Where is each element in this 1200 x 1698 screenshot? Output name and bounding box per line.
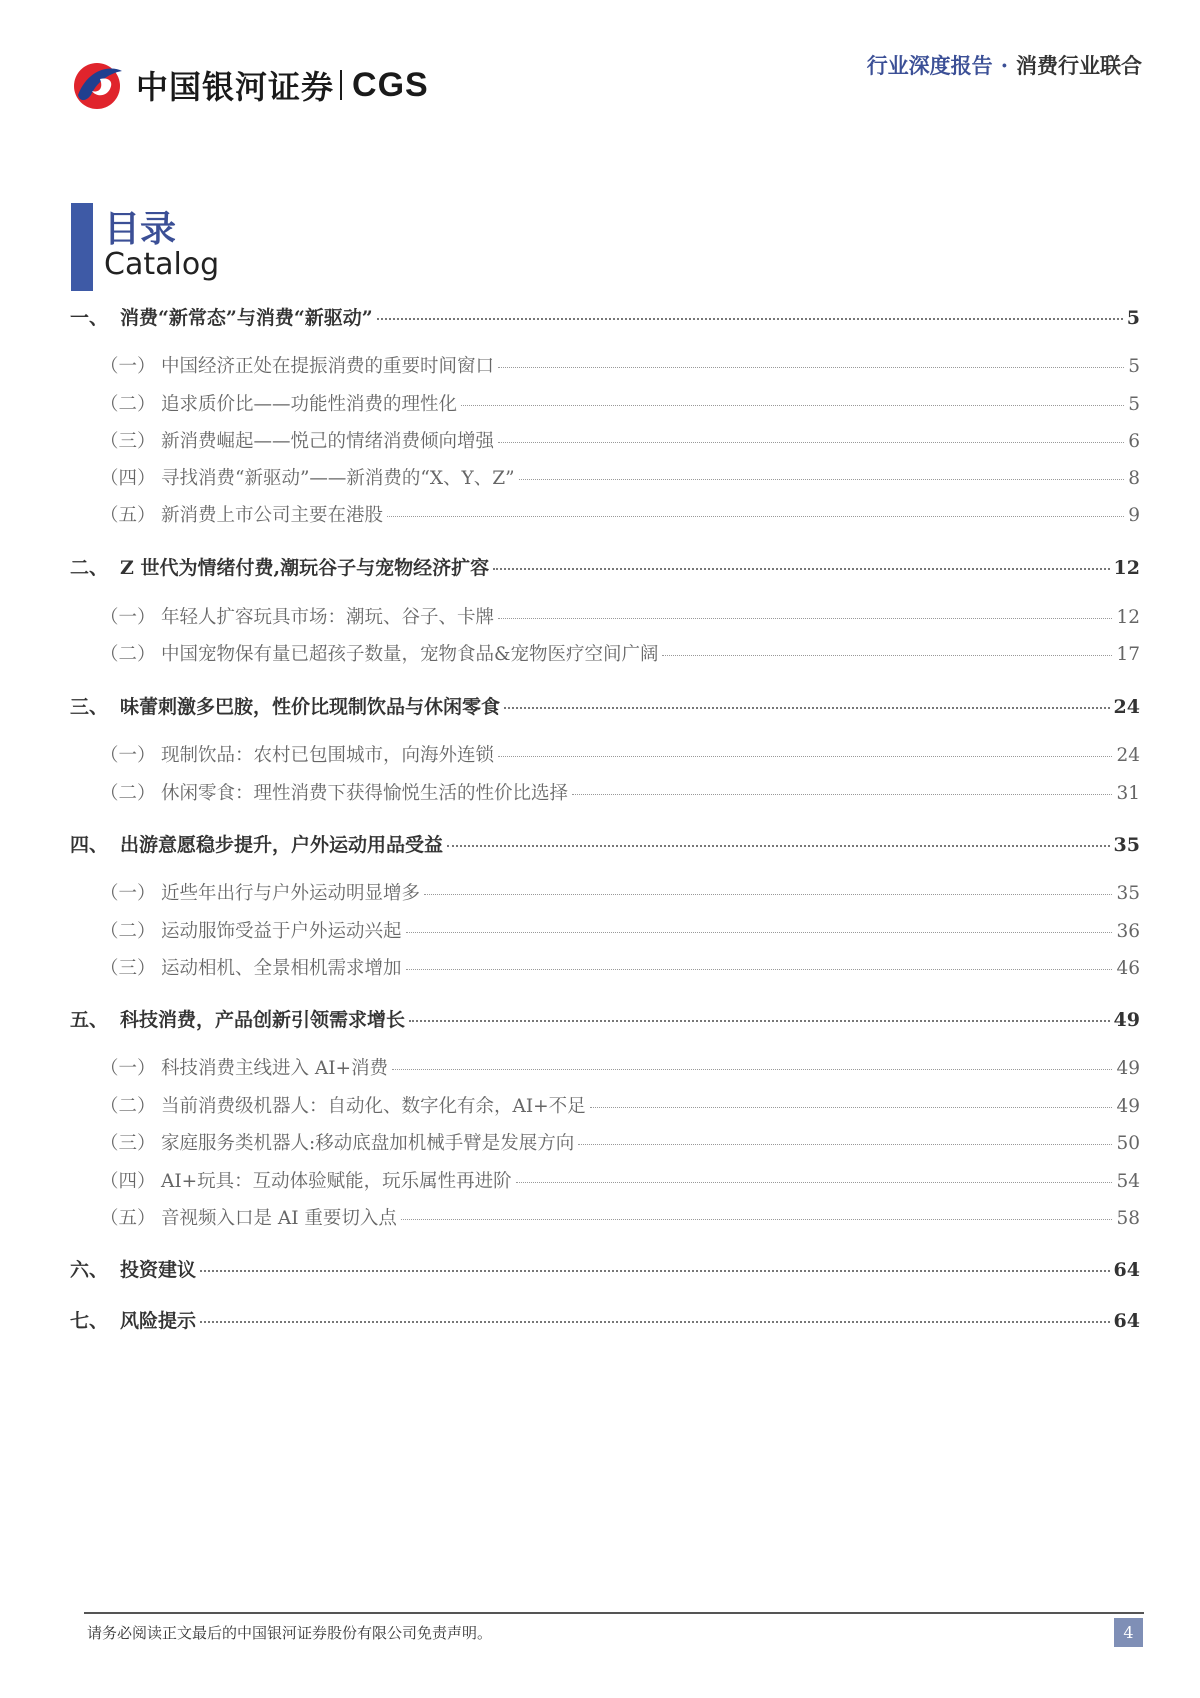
toc-subsection-entry[interactable]	[100, 879, 1140, 905]
toc-section-entry[interactable]	[70, 553, 1140, 580]
toc-dot-leader	[387, 516, 1124, 517]
toc-subsection-entry[interactable]	[100, 352, 1140, 378]
toc-entry-page: 24	[1113, 696, 1140, 718]
toc-subsection-entry[interactable]	[100, 1129, 1140, 1155]
logo-separator	[340, 70, 342, 100]
toc-entry-title: 年轻人扩容玩具市场：潮玩、谷子、卡牌	[161, 607, 495, 628]
toc-dot-leader	[461, 405, 1124, 406]
toc-entry-page: 35	[1116, 883, 1140, 904]
toc-subsection-entry[interactable]	[100, 390, 1140, 416]
report-subject: 消费行业联合	[1016, 53, 1142, 78]
toc-subsection-entry[interactable]	[100, 1167, 1140, 1193]
toc-section-entry[interactable]	[70, 1255, 1140, 1282]
report-category: 行业深度报告	[866, 53, 993, 78]
toc-entry-number: （一）	[100, 1058, 156, 1079]
toc-entry-page: 64	[1113, 1259, 1140, 1281]
logo-text-en: CGS	[352, 65, 429, 104]
toc-entry-title: 近些年出行与户外运动明显增多	[161, 883, 421, 904]
toc-dot-leader	[572, 794, 1112, 795]
toc-entry-title: 科技消费主线进入 AI+消费	[161, 1058, 389, 1079]
toc-dot-leader	[662, 655, 1112, 656]
toc-dot-leader	[516, 1182, 1113, 1183]
toc-subsection-entry[interactable]	[100, 501, 1140, 527]
toc-entry-title: 当前消费级机器人：自动化、数字化有余，AI+不足	[161, 1096, 586, 1117]
toc-entry-number: （一）	[100, 607, 156, 628]
toc-entry-page: 5	[1126, 307, 1140, 329]
toc-subsection-entry[interactable]	[100, 427, 1140, 453]
toc-entry-page: 12	[1116, 607, 1140, 628]
toc-subsection-entry[interactable]	[100, 1054, 1140, 1080]
toc-entry-number: （二）	[100, 921, 156, 942]
toc-entry-page: 31	[1116, 783, 1140, 804]
toc-entry-number: （五）	[100, 1208, 156, 1229]
toc-dot-leader	[498, 367, 1124, 368]
toc-subsection-entry[interactable]	[100, 917, 1140, 943]
toc-dot-leader	[406, 969, 1113, 970]
toc-entry-page: 8	[1128, 468, 1140, 489]
toc-dot-leader	[590, 1107, 1113, 1108]
cgs-logo	[70, 60, 429, 110]
footer-disclaimer: 请务必阅读正文最后的中国银河证券股份有限公司免责声明。	[87, 1624, 493, 1642]
toc-entry-page: 5	[1128, 356, 1140, 377]
toc-entry-title: 新消费上市公司主要在港股	[161, 505, 384, 526]
toc-subsection-entry[interactable]	[100, 1204, 1140, 1230]
toc-dot-leader	[498, 442, 1124, 443]
toc-entry-page: 6	[1128, 431, 1140, 452]
toc-entry-page: 17	[1116, 644, 1140, 665]
toc-dot-leader	[200, 1321, 1110, 1323]
toc-entry-title: 运动服饰受益于户外运动兴起	[161, 921, 402, 942]
toc-section-entry[interactable]	[70, 303, 1140, 330]
header-separator: ·	[1000, 53, 1008, 78]
logo-text-cn: 中国银河证券	[136, 68, 335, 106]
toc-entry-title: 中国经济正处在提振消费的重要时间窗口	[161, 356, 495, 377]
toc-entry-page: 49	[1116, 1058, 1140, 1079]
toc-entry-page: 54	[1116, 1171, 1140, 1192]
toc-entry-number: 二、	[70, 557, 109, 579]
toc-entry-page: 46	[1116, 958, 1140, 979]
toc-entry-number: （三）	[100, 431, 156, 452]
toc-entry-number: （五）	[100, 505, 156, 526]
toc-entry-number: （一）	[100, 745, 156, 766]
toc-entry-title: 投资建议	[120, 1259, 197, 1281]
toc-entry-number: 三、	[70, 696, 109, 718]
cgs-logo-icon	[70, 59, 126, 111]
toc-dot-leader	[409, 1020, 1110, 1022]
toc-entry-title: 现制饮品：农村已包围城市，向海外连锁	[161, 745, 495, 766]
toc-entry-title: 家庭服务类机器人:移动底盘加机械手臂是发展方向	[161, 1133, 575, 1154]
toc-entry-title: 风险提示	[120, 1310, 197, 1332]
toc-dot-leader	[392, 1069, 1112, 1070]
catalog-title-cn: 目录	[104, 208, 177, 250]
toc-entry-number: （二）	[100, 644, 156, 665]
toc-entry-title: 追求质价比——功能性消费的理性化	[161, 394, 458, 415]
toc-entry-title: 科技消费，产品创新引领需求增长	[120, 1009, 406, 1031]
toc-entry-page: 36	[1116, 921, 1140, 942]
toc-entry-page: 50	[1116, 1133, 1140, 1154]
toc-entry-page: 24	[1116, 745, 1140, 766]
toc-entry-page: 64	[1113, 1310, 1140, 1332]
toc-entry-number: （二）	[100, 783, 156, 804]
toc-entry-title: Z 世代为情绪付费,潮玩谷子与宠物经济扩容	[120, 557, 490, 579]
toc-entry-title: 寻找消费“新驱动”——新消费的“X、Y、Z”	[161, 468, 515, 489]
toc-dot-leader	[447, 845, 1110, 847]
toc-dot-leader	[504, 707, 1110, 709]
toc-entry-number: （二）	[100, 1096, 156, 1117]
catalog-title-en: Catalog	[104, 247, 220, 282]
toc-dot-leader	[498, 618, 1112, 619]
toc-entry-title: 中国宠物保有量已超孩子数量，宠物食品&宠物医疗空间广阔	[161, 644, 659, 665]
toc-section-entry[interactable]	[70, 692, 1140, 719]
toc-entry-number: 四、	[70, 834, 109, 856]
toc-section-entry[interactable]	[70, 1306, 1140, 1333]
footer-divider	[84, 1612, 1144, 1614]
toc-entry-page: 49	[1113, 1009, 1140, 1031]
toc-subsection-entry[interactable]	[100, 741, 1140, 767]
toc-entry-page: 5	[1128, 394, 1140, 415]
toc-dot-leader	[498, 756, 1112, 757]
toc-dot-leader	[424, 894, 1112, 895]
toc-section-entry[interactable]	[70, 830, 1140, 857]
toc-entry-title: 出游意愿稳步提升，户外运动用品受益	[120, 834, 444, 856]
toc-dot-leader	[519, 479, 1125, 480]
toc-dot-leader	[493, 568, 1109, 570]
toc-entry-number: （四）	[100, 1171, 156, 1192]
toc-entry-title: 休闲零食：理性消费下获得愉悦生活的性价比选择	[161, 783, 569, 804]
catalog-accent-bar	[71, 203, 93, 291]
toc-subsection-entry[interactable]	[100, 779, 1140, 805]
toc-entry-page: 9	[1128, 505, 1140, 526]
toc-subsection-entry[interactable]	[100, 603, 1140, 629]
toc-entry-title: 运动相机、全景相机需求增加	[161, 958, 402, 979]
toc-subsection-entry[interactable]	[100, 1092, 1140, 1118]
toc-entry-page: 12	[1113, 557, 1140, 579]
toc-dot-leader	[401, 1219, 1113, 1220]
toc-dot-leader	[377, 318, 1123, 320]
toc-dot-leader	[406, 932, 1113, 933]
toc-entry-page: 49	[1116, 1096, 1140, 1117]
report-header	[867, 50, 1142, 80]
toc-subsection-entry[interactable]	[100, 954, 1140, 980]
toc-entry-number: 一、	[70, 307, 109, 329]
toc-subsection-entry[interactable]	[100, 640, 1140, 666]
toc-entry-number: （一）	[100, 883, 156, 904]
toc-entry-title: 味蕾刺激多巴胺，性价比现制饮品与休闲零食	[120, 696, 501, 718]
toc-section-entry[interactable]	[70, 1005, 1140, 1032]
toc-entry-title: AI+玩具：互动体验赋能，玩乐属性再进阶	[161, 1171, 512, 1192]
toc-entry-number: 六、	[70, 1259, 109, 1281]
toc-entry-page: 35	[1113, 834, 1140, 856]
toc-subsection-entry[interactable]	[100, 464, 1140, 490]
toc-entry-page: 58	[1116, 1208, 1140, 1229]
toc-dot-leader	[200, 1270, 1110, 1272]
toc-entry-title: 消费“新常态”与消费“新驱动”	[120, 307, 373, 329]
toc-entry-number: （三）	[100, 958, 156, 979]
toc-entry-number: （一）	[100, 356, 156, 377]
toc-entry-title: 新消费崛起——悦己的情绪消费倾向增强	[161, 431, 495, 452]
toc-entry-number: （三）	[100, 1133, 156, 1154]
toc-entry-number: （二）	[100, 394, 156, 415]
toc-entry-number: （四）	[100, 468, 156, 489]
toc-entry-number: 五、	[70, 1009, 109, 1031]
toc-dot-leader	[578, 1144, 1112, 1145]
page-number: 4	[1114, 1618, 1143, 1647]
toc-entry-title: 音视频入口是 AI 重要切入点	[161, 1208, 397, 1229]
toc-entry-number: 七、	[70, 1310, 109, 1332]
